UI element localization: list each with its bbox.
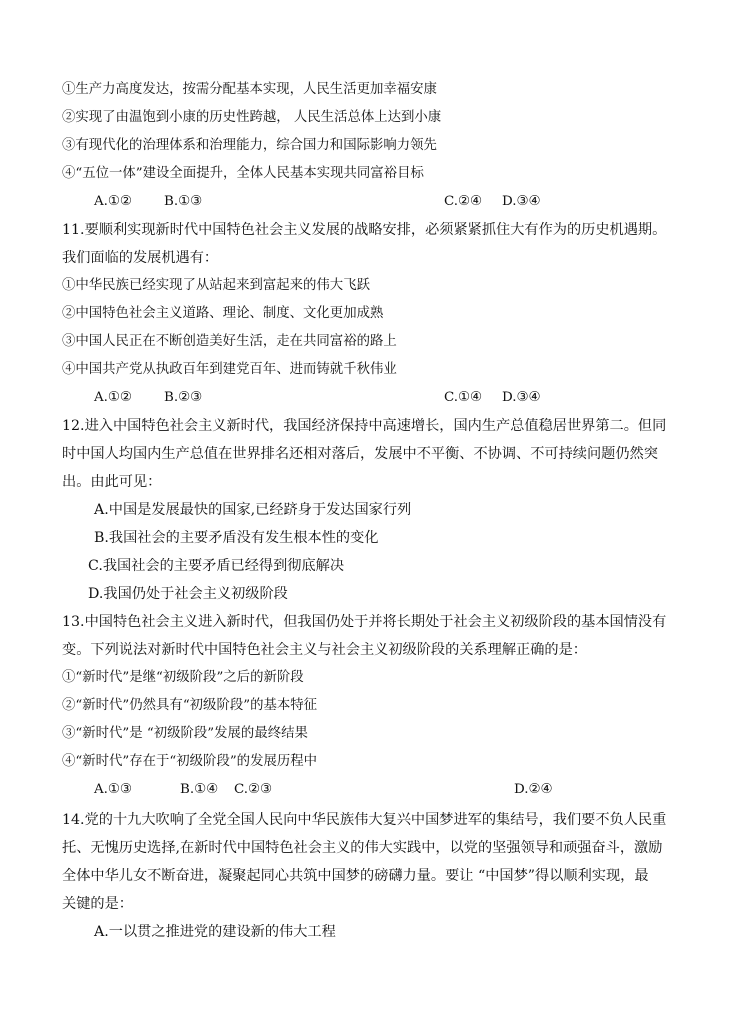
q10-item-3: ③有现代化的治理体系和治理能力，综合国力和国际影响力领先 (62, 138, 437, 153)
q11-item-1: ①中华民族已经实现了从站起来到富起来的伟大飞跃 (62, 278, 370, 293)
q11-stem-line-1: 11.要顺利实现新时代中国特色社会主义发展的战略安排，必须紧紧抓住大有作为的历史机遇期。 (62, 222, 667, 238)
q13-item-1: ①“新时代”是继“初级阶段”之后的新阶段 (62, 670, 304, 685)
q13-stem-line-1: 13.中国特色社会主义进入新时代，但我国仍处于并将长期处于社会主义初级阶段的基本国情没有 (62, 614, 667, 630)
q13-option-c[interactable]: C.②③ (234, 782, 273, 797)
q13-option-b[interactable]: B.①④ (180, 782, 219, 797)
q13-stem-line-2: 变。下列说法对新时代中国特色社会主义与社会主义初级阶段的关系理解正确的是： (62, 642, 587, 658)
q11-item-4: ④中国共产党从执政百年到建党百年、进而铸就千秋伟业 (62, 362, 397, 377)
q14-option-a[interactable]: A.一以贯之推进党的建设新的伟大工程 (94, 924, 336, 940)
q13-item-4: ④“新时代”存在于“初级阶段”的发展历程中 (62, 754, 318, 769)
q11-item-3: ③中国人民正在不断创造美好生活，走在共同富裕的路上 (62, 334, 397, 349)
q11-option-a[interactable]: A.①② (94, 390, 132, 405)
q11-option-b[interactable]: B.②③ (164, 390, 203, 405)
q12-option-d[interactable]: D.我国仍处于社会主义初级阶段 (88, 586, 288, 602)
q10-option-d[interactable]: D.③④ (502, 194, 541, 209)
q12-stem-line-2: 时中国人均国内生产总值在世界排名还相对落后，发展中不平衡、不协调、不可持续问题仍然突 (62, 446, 658, 462)
q14-stem-line-2: 托、无愧历史选择,在新时代中国特色社会主义的伟大实践中，以党的坚强领导和顽强奋斗，激励 (62, 840, 663, 856)
q14-stem-line-3: 全体中华儿女不断奋进，凝聚起同心共筑中国梦的磅礴力量。要让 “中国梦”得以顺利实现，最 (62, 868, 649, 884)
q13-option-a[interactable]: A.①③ (94, 782, 132, 797)
q14-stem-line-1: 14.党的十九大吹响了全党全国人民向中华民族伟大复兴中国梦进军的集结号，我们要不负人民重 (62, 812, 667, 828)
q10-option-c[interactable]: C.②④ (444, 194, 483, 209)
q13-option-d[interactable]: D.②④ (514, 782, 553, 797)
q11-stem-line-2: 我们面临的发展机遇有： (62, 250, 219, 266)
q12-option-b[interactable]: B.我国社会的主要矛盾没有发生根本性的变化 (94, 530, 379, 546)
q12-option-a[interactable]: A.中国是发展最快的国家,已经跻身于发达国家行列 (94, 502, 412, 518)
q10-item-1: ①生产力高度发达，按需分配基本实现，人民生活更加幸福安康 (62, 82, 437, 97)
q12-stem-line-3: 出。由此可见： (62, 474, 162, 490)
q12-option-c[interactable]: C.我国社会的主要矛盾已经得到彻底解决 (88, 558, 345, 574)
q13-item-3: ③“新时代”是 “初级阶段”发展的最终结果 (62, 726, 308, 741)
q11-option-d[interactable]: D.③④ (502, 390, 541, 405)
q11-option-c[interactable]: C.①④ (444, 390, 483, 405)
q14-stem-line-4: 关键的是： (62, 896, 133, 912)
q11-item-2: ②中国特色社会主义道路、理论、制度、文化更加成熟 (62, 306, 384, 321)
q10-option-a[interactable]: A.①② (94, 194, 132, 209)
q10-item-2: ②实现了由温饱到小康的历史性跨越， 人民生活总体上达到小康 (62, 110, 442, 125)
q10-option-b[interactable]: B.①③ (164, 194, 203, 209)
q10-item-4: ④“五位一体”建设全面提升，全体人民基本实现共同富裕目标 (62, 166, 424, 181)
q13-item-2: ②“新时代”仍然具有“初级阶段”的基本特征 (62, 698, 318, 713)
q12-stem-line-1: 12.进入中国特色社会主义新时代，我国经济保持中高速增长，国内生产总值稳居世界第二。但同 (62, 418, 667, 434)
